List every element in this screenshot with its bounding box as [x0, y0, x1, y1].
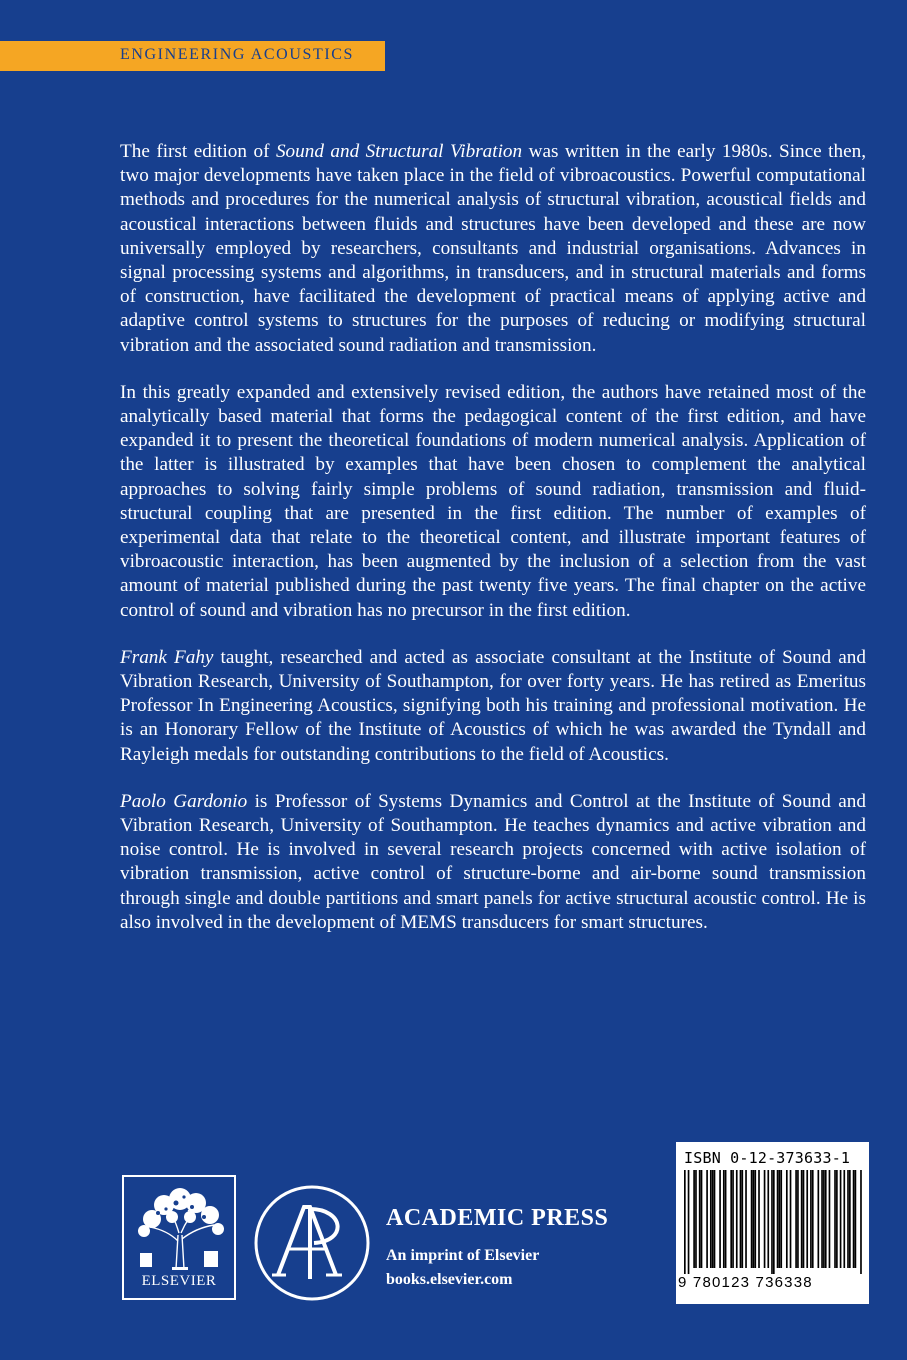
barcode-bar: [853, 1170, 855, 1268]
barcode-bar: [736, 1170, 738, 1268]
barcode-bar: [730, 1170, 732, 1268]
barcode-bar: [723, 1170, 725, 1268]
barcode-bar: [840, 1170, 842, 1268]
barcode-bar: [701, 1170, 703, 1268]
barcode-bar: [732, 1170, 734, 1268]
barcode-bar: [823, 1170, 825, 1268]
barcode-bar: [812, 1170, 814, 1268]
series-label: ENGINEERING ACOUSTICS: [120, 46, 355, 63]
barcode-bar: [699, 1170, 701, 1268]
barcode-bar: [706, 1170, 708, 1268]
barcode-bar: [847, 1170, 849, 1268]
barcode-bar: [712, 1170, 714, 1268]
barcode-bar: [829, 1170, 831, 1268]
barcode-bar: [764, 1170, 766, 1268]
publisher-name: ACADEMIC PRESS: [386, 1205, 609, 1231]
author-name-fahy: Frank Fahy: [120, 646, 214, 668]
elsevier-logo: [122, 1175, 236, 1300]
publisher-website: books.elsevier.com: [386, 1271, 513, 1288]
barcode-bar: [834, 1170, 836, 1268]
barcode-bars: [684, 1170, 862, 1274]
barcode-bar: [777, 1170, 779, 1268]
book-title: Sound and Structural Vibration: [275, 141, 523, 162]
isbn-barcode: [676, 1142, 869, 1304]
barcode-bar: [684, 1170, 686, 1274]
author-bio-gardonio: [120, 790, 866, 935]
barcode-bar: [818, 1170, 820, 1268]
barcode-bar: [843, 1170, 845, 1268]
imprint-line: An imprint of Elsevier: [386, 1247, 540, 1264]
blurb-paragraph-2: In this greatly expanded and extensively revised edition, the authors have retained most of the analytically based material that forms the pedagogical content of the first edition, and have expanded it to present the theoretical foundations of modern numerical analysis. Application of the latter is illustrated by examples that have been chosen to complement the analytical approaches to solving fairly simple problems of sound radiation, transmission and fluid-structural coupling that are presented in the first edition. The number of examples of experimental data that relate to the theoretical content, and illustrate important features of vibroacoustic interaction, has been augmented by the inclusion of a selection from the vast amount of material published during the past twenty five years. The final chapter on the active control of sound and vibration has no precursor in the first edition.: [120, 381, 866, 621]
barcode-bar: [714, 1170, 716, 1268]
barcode-bar: [758, 1170, 760, 1268]
barcode-bar: [751, 1170, 753, 1268]
blurb-p1-after: was written in the early 1980s. Since then, two major developments have taken place in the field of vibroacoustics. Powerful computational methods and procedures for the numerical analysis of structural vibration, acoustical fields and acoustical interactions between fluids and structures have been developed and these are now universally employed by researchers, consultants and industrial organisations. Advances in signal processing systems and algorithms, in transducers, and in structural materials and forms of construction, have facilitated the development of practical means of applying active and adaptive control systems to structures for the purposes of reducing or modifying structural vibration and the associated sound radiation and transmission.: [120, 141, 866, 356]
barcode-bar: [821, 1170, 823, 1268]
barcode-bar: [795, 1170, 797, 1268]
back-cover-blurb: [120, 140, 866, 958]
author-name-gardonio: Paolo Gardonio: [120, 790, 248, 812]
barcode-bar: [695, 1170, 697, 1268]
isbn-number: ISBN 0-12-373633-1: [684, 1149, 851, 1167]
barcode-bar: [693, 1170, 695, 1268]
barcode-bar: [754, 1170, 756, 1268]
barcode-bar: [719, 1170, 721, 1268]
barcode-bar: [801, 1170, 803, 1268]
barcode-bar: [810, 1170, 812, 1268]
barcode-bar: [688, 1170, 690, 1274]
elsevier-wordmark: ELSEVIER: [141, 1273, 217, 1289]
barcode-bar: [779, 1170, 781, 1268]
barcode-bar: [855, 1170, 857, 1268]
barcode-bar: [849, 1170, 851, 1268]
barcode-bar: [741, 1170, 743, 1268]
barcode-bar: [771, 1170, 773, 1274]
elsevier-tree-icon: [132, 1183, 228, 1273]
barcode-bar: [767, 1170, 769, 1268]
ap-monogram-icon: [252, 1183, 372, 1303]
author-bio-fahy: [120, 646, 866, 767]
blurb-paragraph-1: [120, 140, 866, 358]
blurb-p1-before: The first edition of: [120, 141, 276, 162]
barcode-bar: [740, 1170, 742, 1268]
barcode-bar: [790, 1170, 792, 1268]
barcode-bar: [786, 1170, 788, 1268]
barcode-bar: [753, 1170, 755, 1268]
barcode-bar: [806, 1170, 808, 1268]
barcode-bar: [860, 1170, 862, 1274]
author-bio-fahy-text: taught, researched and acted as associate consultant at the Institute of Sound and Vibration Research, University of Southampton, for over forty years. He has retired as Emeritus Professor In Engineering Acoustics, signifying both his training and professional motivation. He is an Honorary Fellow of the Institute of Acoustics of which he was awarded the Tyndall and Rayleigh medals for outstanding contributions to the field of Acoustics.: [120, 646, 866, 765]
barcode-bar: [725, 1170, 727, 1268]
author-bio-gardonio-text: is Professor of Systems Dynamics and Control at the Institute of Sound and Vibration Research, University of Southampton. He teaches dynamics and active vibration and noise control. He is involved in several research projects concerned with active isolation of vibration transmission, active control of structure-borne and air-borne sound transmission through single and double partitions and smart panels for active structural acoustic control. He is also involved in the development of MEMS transducers for smart structures.: [120, 790, 866, 933]
barcode-bar: [836, 1170, 838, 1268]
barcode-digits: 9 780123 736338: [678, 1274, 813, 1291]
barcode-bar: [710, 1170, 712, 1268]
barcode-bar: [745, 1170, 747, 1268]
barcode-bar: [773, 1170, 775, 1274]
barcode-bar: [797, 1170, 799, 1268]
barcode-bar: [780, 1170, 782, 1268]
barcode-bar: [825, 1170, 827, 1268]
barcode-bar: [803, 1170, 805, 1268]
